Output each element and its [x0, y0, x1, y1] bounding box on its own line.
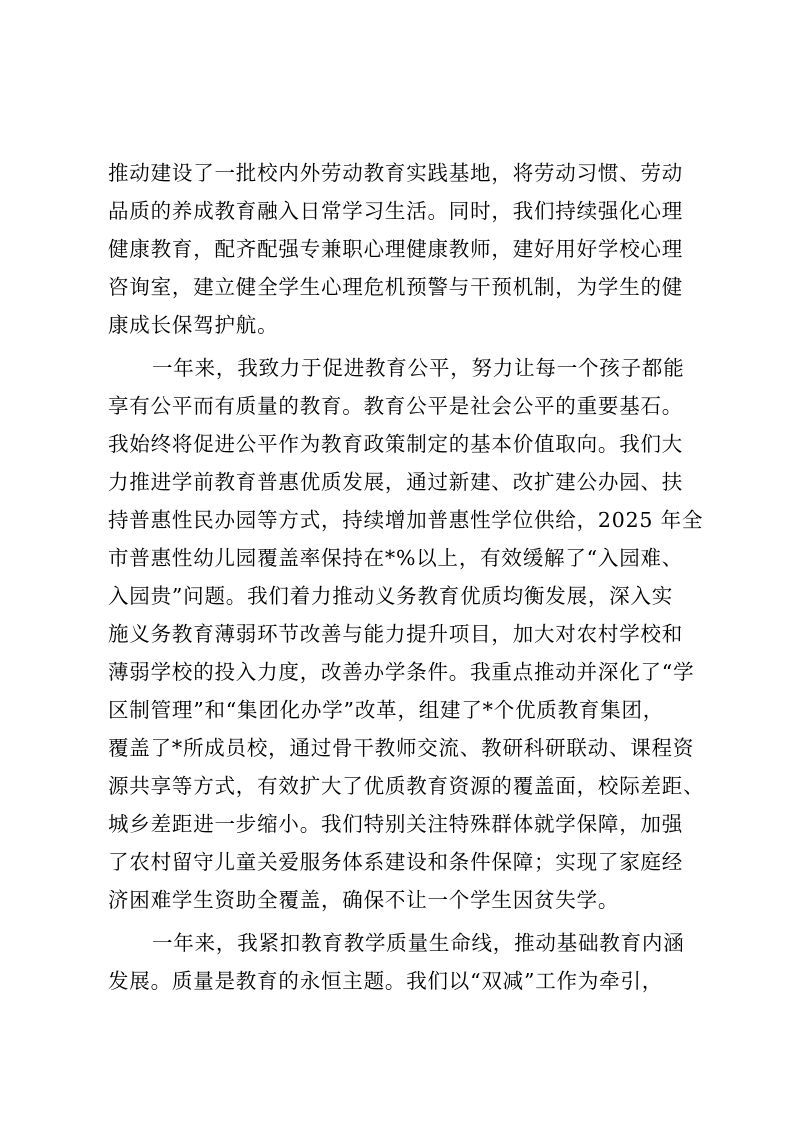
paragraph-first-line: 一年来，我紧扣教育教学质量生命线，推动基础教育内涵 [152, 931, 685, 955]
text-line: 我始终将促进公平作为教育政策制定的基本价值取向。我们大 [108, 432, 684, 456]
text-line: 力推进学前教育普惠优质发展，通过新建、改扩建公办园、扶 [108, 470, 684, 494]
text-line: 城乡差距进一步缩小。我们特别关注特殊群体就学保障，加强 [108, 812, 684, 836]
text-line: 康成长保驾护航。 [108, 313, 279, 337]
text-line: 品质的养成教育融入日常学习生活。同时，我们持续强化心理 [108, 199, 684, 223]
text-line: 发展。质量是教育的永恒主题。我们以“双减”工作为牵引， [108, 969, 664, 993]
text-line: 健康教育，配齐配强专兼职心理健康教师，建好用好学校心理 [108, 237, 684, 261]
text-line: 推动建设了一批校内外劳动教育实践基地，将劳动习惯、劳动 [108, 161, 684, 185]
text-line: 享有公平而有质量的教育。教育公平是社会公平的重要基石。 [108, 394, 684, 418]
text-line: 济困难学生资助全覆盖，确保不让一个学生因贫失学。 [108, 888, 620, 912]
text-line: 持普惠性民办园等方式，持续增加普惠性学位供给，2025 年全 [108, 508, 704, 532]
text-line: 了农村留守儿童关爱服务体系建设和条件保障；实现了家庭经 [108, 850, 684, 874]
text-line: 施义务教育薄弱环节改善与能力提升项目，加大对农村学校和 [108, 622, 684, 646]
text-line: 区制管理”和“集团化办学”改革，组建了*个优质教育集团， [108, 698, 665, 722]
text-line: 市普惠性幼儿园覆盖率保持在*%以上，有效缓解了“入园难、 [108, 546, 684, 570]
text-line: 薄弱学校的投入力度，改善办学条件。我重点推动并深化了“学 [108, 660, 695, 684]
paragraph-first-line: 一年来，我致力于促进教育公平，努力让每一个孩子都能 [152, 356, 685, 380]
text-line: 咨询室，建立健全学生心理危机预警与干预机制，为学生的健 [108, 275, 684, 299]
text-line: 入园贵”问题。我们着力推动义务教育优质均衡发展，深入实 [108, 584, 674, 608]
text-line: 源共享等方式，有效扩大了优质教育资源的覆盖面，校际差距、 [108, 774, 705, 798]
text-line: 覆盖了*所成员校，通过骨干教师交流、教研科研联动、课程资 [108, 736, 695, 760]
